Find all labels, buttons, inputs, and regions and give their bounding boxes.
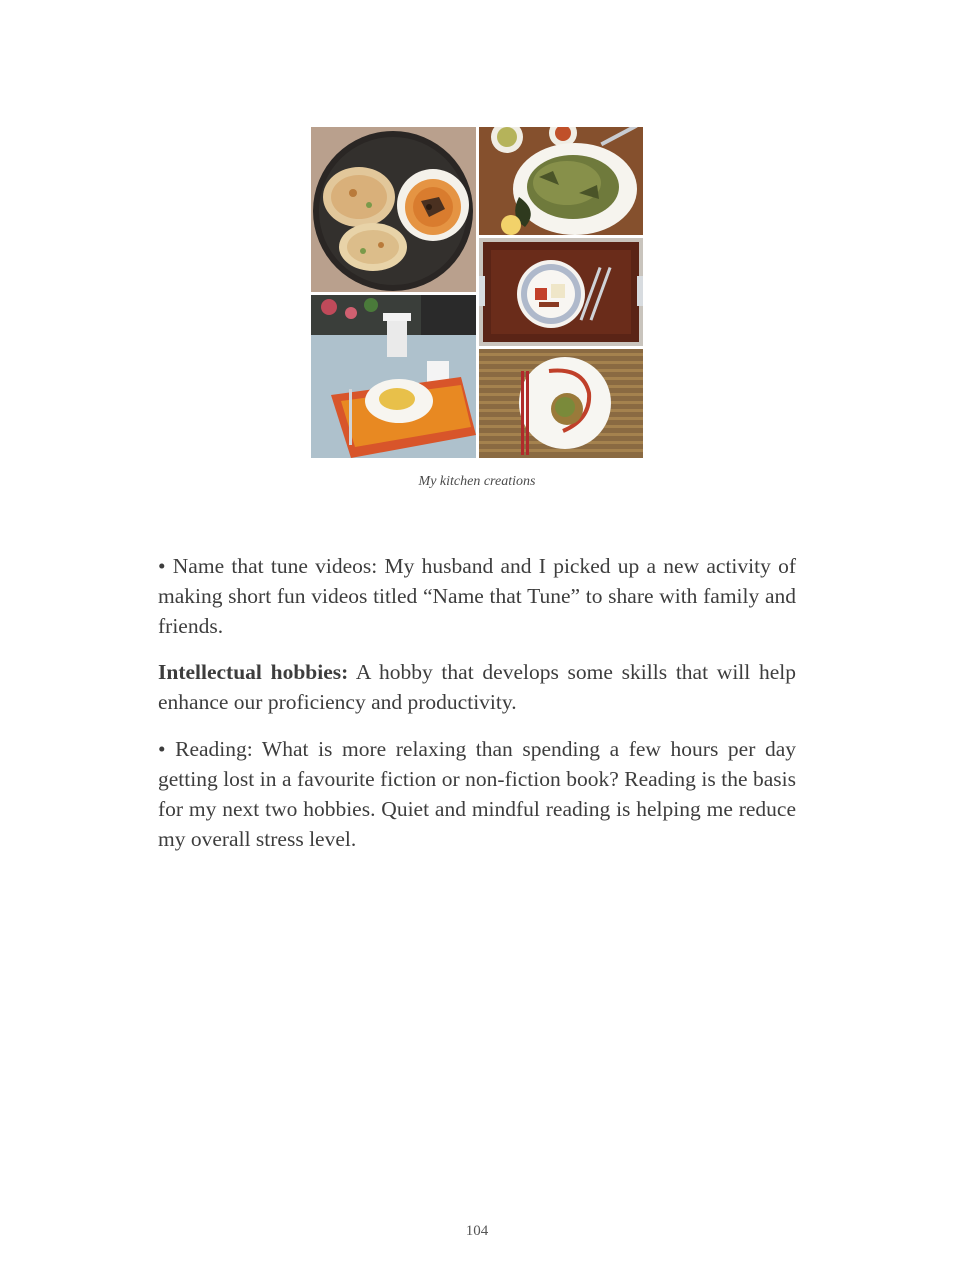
paragraph-text: • Name that tune videos: My husband and I picked up a new activity of making short fun videos titled “Name that Tune” to share with family and friends. (158, 554, 796, 638)
plated-rice-photo (479, 349, 643, 458)
paragraph-name-that-tune (158, 551, 796, 641)
tray-dessert-photo (479, 238, 643, 346)
paragraph-lead-heading: Intellectual hobbies: (158, 660, 349, 684)
pesto-pasta-photo (479, 127, 643, 235)
paragraph-text: • Reading: What is more relaxing than spending a few hours per day getting lost in a favourite fiction or non-fiction book? Reading is the basis for my next two hobbies. Quiet and mindful reading is helping me reduce my overall stress level. (158, 737, 796, 851)
photo-collage (311, 127, 643, 458)
paragraph-text: A hobby that develops some skills that will help enhance our proficiency and productivity. (158, 660, 796, 714)
figure-caption: My kitchen creations (418, 474, 536, 489)
paragraph-intellectual-hobbies (158, 657, 796, 717)
page-number: 104 (465, 1223, 489, 1239)
naan-and-curry-photo (311, 127, 476, 292)
patio-breakfast-photo (311, 295, 476, 458)
paragraph-reading (158, 734, 796, 854)
